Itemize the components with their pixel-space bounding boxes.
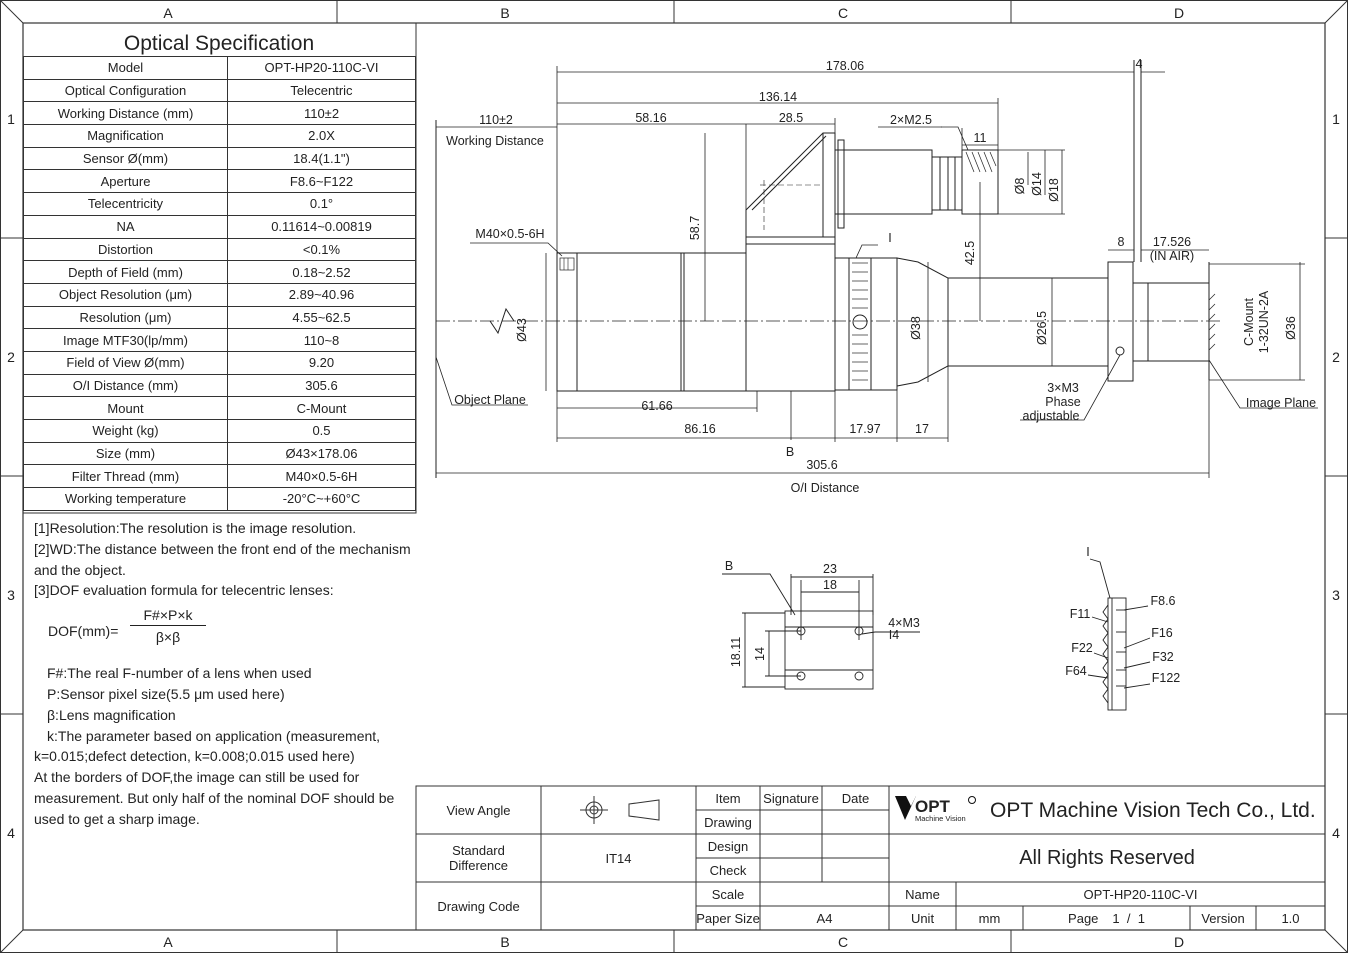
f-stop-f22: F22	[1071, 641, 1093, 655]
zone-row-2-left: 2	[7, 349, 15, 365]
zone-col-d-bottom: D	[1173, 934, 1185, 950]
detail-b-dim-14: 14	[753, 647, 767, 661]
dof-border-2: measurement. But only half of the nominal DOF should be	[34, 789, 395, 806]
def-k-2: k=0.015;defect detection, k=0.008;0.015 used here)	[34, 748, 355, 765]
dim-58-16: 58.16	[635, 111, 667, 125]
spec-value: 110~8	[228, 329, 416, 352]
detail-b-4xm3: 4×M3	[888, 616, 920, 630]
zone-row-1-right: 1	[1332, 111, 1340, 127]
detail-b-dim-18: 18	[823, 578, 837, 592]
tb-drawing-code: Drawing Code	[437, 898, 520, 914]
tb-design: Design	[707, 838, 749, 854]
tb-unit-label: Unit	[910, 910, 935, 926]
spec-label: O/I Distance (mm)	[24, 374, 228, 397]
spec-row	[24, 420, 416, 443]
spec-value: 2.0X	[228, 125, 416, 148]
tb-standard-difference-1: Standard	[452, 843, 505, 858]
dim-oi-distance: O/I Distance	[790, 481, 860, 495]
tb-version-label: Version	[1201, 910, 1245, 926]
f-stop-f11: F11	[1069, 607, 1091, 621]
spec-value: OPT-HP20-110C-VI	[228, 57, 416, 80]
spec-label: Mount	[24, 397, 228, 420]
zone-row-3-right: 3	[1332, 587, 1340, 603]
dim-c-mount: C-Mount	[1242, 298, 1256, 346]
dim-thread-m40: M40×0.5-6H	[475, 227, 545, 241]
lens-side-view	[436, 60, 1220, 478]
def-beta: β:Lens magnification	[47, 706, 176, 723]
dim-in-air: (IN AIR)	[1149, 249, 1195, 263]
opt-logo-subtext: Machine Vision	[915, 814, 966, 823]
spec-value: 2.89~40.96	[228, 283, 416, 306]
zone-col-a-top: A	[163, 5, 173, 21]
spec-label: Resolution (μm)	[24, 306, 228, 329]
label-view-b: B	[785, 445, 795, 459]
tb-standard-difference-2: Difference	[448, 858, 508, 873]
spec-row	[24, 397, 416, 420]
tb-name-value: OPT-HP20-110C-VI	[1083, 886, 1198, 902]
dof-formula	[34, 601, 434, 663]
dim-4: 4	[1135, 57, 1143, 71]
dim-86-16: 86.16	[684, 422, 716, 436]
tb-a4: A4	[816, 910, 833, 926]
detail-b-label: B	[724, 559, 734, 573]
spec-row	[24, 465, 416, 488]
tb-page	[1023, 906, 1190, 930]
spec-row	[24, 306, 416, 329]
note-phase: Phase	[1045, 395, 1081, 409]
dim-phi38: Ø38	[909, 316, 923, 340]
spec-row	[24, 147, 416, 170]
note-adjustable: adjustable	[1022, 409, 1080, 423]
label-object-plane: Object Plane	[454, 393, 526, 407]
spec-row	[24, 283, 416, 306]
dim-136-14: 136.14	[758, 90, 798, 104]
detail-b-i4: I4	[888, 628, 900, 642]
spec-value: C-Mount	[228, 397, 416, 420]
dim-8: 8	[1117, 235, 1125, 249]
dof-border-3: used to get a sharp image.	[34, 810, 200, 827]
detail-b-dim-23: 23	[823, 562, 837, 576]
tb-check: Check	[709, 862, 747, 878]
zone-row-4-left: 4	[7, 825, 15, 841]
dim-305-6: 305.6	[806, 458, 838, 472]
spec-label: Sensor Ø(mm)	[24, 147, 228, 170]
tb-all-rights: All Rights Reserved	[1019, 846, 1195, 869]
label-image-plane: Image Plane	[1245, 396, 1317, 410]
tb-item: Item	[715, 790, 741, 806]
dim-phi18: Ø18	[1047, 178, 1061, 202]
zone-col-b-top: B	[500, 5, 510, 21]
spec-label: Optical Configuration	[24, 79, 228, 102]
f-stop-f32: F32	[1152, 650, 1174, 664]
spec-label: Weight (kg)	[24, 420, 228, 443]
spec-row	[24, 442, 416, 465]
spec-row	[24, 170, 416, 193]
spec-row	[24, 351, 416, 374]
spec-value: 110±2	[228, 102, 416, 125]
dim-28-5: 28.5	[778, 111, 804, 125]
spec-label: Object Resolution (μm)	[24, 283, 228, 306]
detail-i-aperture-ring	[1088, 559, 1150, 710]
tb-page-value: 1 / 1	[1112, 910, 1145, 926]
formula-fraction-bar	[130, 625, 206, 626]
spec-value: 4.55~62.5	[228, 306, 416, 329]
spec-value: 0.1°	[228, 193, 416, 216]
dim-phi14: Ø14	[1030, 172, 1044, 196]
dim-58-7: 58.7	[688, 215, 702, 241]
zone-row-4-right: 4	[1332, 825, 1340, 841]
spec-value: 305.6	[228, 374, 416, 397]
tb-view-angle: View Angle	[446, 802, 511, 818]
spec-row	[24, 261, 416, 284]
spec-label: Image MTF30(lp/mm)	[24, 329, 228, 352]
spec-label: Aperture	[24, 170, 228, 193]
tb-page-label: Page	[1068, 910, 1099, 926]
tb-signature: Signature	[763, 790, 819, 806]
f-stop-f8-6: F8.6	[1150, 594, 1176, 608]
note-wd-1: [2]WD:The distance between the front end of the mechanism	[34, 540, 411, 557]
spec-label: Distortion	[24, 238, 228, 261]
zone-col-a-bottom: A	[163, 934, 173, 950]
f-stop-f16: F16	[1151, 626, 1173, 640]
spec-value: 0.11614~0.00819	[228, 215, 416, 238]
spec-value: <0.1%	[228, 238, 416, 261]
opt-logo-text: OPT	[915, 797, 950, 816]
spec-label: Filter Thread (mm)	[24, 465, 228, 488]
detail-i-label: I	[1086, 545, 1090, 559]
spec-label: Working Distance (mm)	[24, 102, 228, 125]
zone-col-b-bottom: B	[500, 934, 510, 950]
dim-1-32un: 1-32UN-2A	[1257, 290, 1271, 354]
notes	[34, 518, 434, 830]
spec-row	[24, 193, 416, 216]
spec-row	[24, 329, 416, 352]
zone-col-c-top: C	[837, 5, 849, 21]
tb-company-name: OPT Machine Vision Tech Co., Ltd.	[990, 798, 1316, 822]
dim-17: 17	[915, 422, 929, 436]
spec-row	[24, 374, 416, 397]
dim-phi43: Ø43	[515, 318, 529, 342]
def-k-1: k:The parameter based on application (measurement,	[47, 727, 381, 744]
formula-left: DOF(mm)=	[48, 623, 119, 640]
label-detail-i: I	[888, 231, 892, 245]
zone-col-c-bottom: C	[837, 934, 849, 950]
formula-numerator: F#×P×k	[143, 607, 193, 624]
dim-17-97: 17.97	[849, 422, 881, 436]
note-wd-2: and the object.	[34, 561, 126, 578]
note-3xm3: 3×M3	[1047, 381, 1079, 395]
spec-value: F8.6~F122	[228, 170, 416, 193]
spec-row	[24, 488, 416, 511]
dim-11: 11	[973, 131, 987, 145]
dim-phi26-5: Ø26.5	[1035, 310, 1049, 346]
tb-unit-value: mm	[978, 910, 1001, 926]
spec-label: Model	[24, 57, 228, 80]
opt-logo	[895, 796, 976, 823]
tb-name-label: Name	[905, 886, 940, 902]
dim-2xm2-5: 2×M2.5	[889, 113, 933, 127]
spec-label: Size (mm)	[24, 442, 228, 465]
tb-drawing: Drawing	[704, 814, 752, 830]
spec-row	[24, 57, 416, 80]
tb-standard-difference	[416, 834, 541, 882]
formula-denominator: β×β	[155, 629, 181, 646]
note-dof: [3]DOF evaluation formula for telecentric lenses:	[34, 582, 334, 599]
dim-17-526: 17.526	[1152, 235, 1192, 249]
f-stop-f122: F122	[1151, 671, 1181, 685]
tb-scale: Scale	[711, 886, 745, 902]
f-stop-f64: F64	[1065, 664, 1087, 678]
tb-paper-size: Paper Size	[696, 910, 760, 926]
spec-value: 9.20	[228, 351, 416, 374]
spec-label: Magnification	[24, 125, 228, 148]
zone-row-1-left: 1	[7, 111, 15, 127]
spec-row	[24, 215, 416, 238]
spec-label: Depth of Field (mm)	[24, 261, 228, 284]
spec-row	[24, 238, 416, 261]
spec-value: -20°C~+60°C	[228, 488, 416, 511]
dim-phi8: Ø8	[1013, 177, 1027, 195]
zone-row-2-right: 2	[1332, 349, 1340, 365]
spec-title: Optical Specification	[123, 32, 315, 55]
spec-label: Working temperature	[24, 488, 228, 511]
spec-table	[23, 56, 416, 511]
dimension-lines	[436, 66, 1318, 478]
spec-label: NA	[24, 215, 228, 238]
tb-date: Date	[841, 790, 870, 806]
zone-col-d-top: D	[1173, 5, 1185, 21]
note-resolution: [1]Resolution:The resolution is the image resolution.	[34, 520, 357, 536]
zone-row-3-left: 3	[7, 587, 15, 603]
spec-value: Telecentric	[228, 79, 416, 102]
dim-phi36: Ø36	[1284, 316, 1298, 340]
def-fnumber: F#:The real F-number of a lens when used	[47, 665, 312, 682]
dim-61-66: 61.66	[641, 399, 673, 413]
dim-178-06: 178.06	[825, 59, 865, 73]
tb-version-value: 1.0	[1281, 910, 1300, 926]
spec-label: Field of View Ø(mm)	[24, 351, 228, 374]
spec-value: 0.5	[228, 420, 416, 443]
dim-working-distance-value: 110±2	[479, 113, 513, 127]
spec-value: Ø43×178.06	[228, 442, 416, 465]
detail-b-dim-18-11: 18.11	[729, 636, 743, 668]
spec-value: 0.18~2.52	[228, 261, 416, 284]
spec-row	[24, 102, 416, 125]
spec-row	[24, 79, 416, 102]
spec-row	[24, 125, 416, 148]
spec-label: Telecentricity	[24, 193, 228, 216]
tb-it14: IT14	[605, 850, 632, 866]
dof-border-1: At the borders of DOF,the image can still be used for	[34, 769, 360, 786]
dim-42-5: 42.5	[963, 240, 977, 266]
spec-value: M40×0.5-6H	[228, 465, 416, 488]
spec-value: 18.4(1.1")	[228, 147, 416, 170]
dim-working-distance-label: Working Distance	[446, 134, 544, 148]
def-pixel: P:Sensor pixel size(5.5 μm used here)	[47, 685, 285, 702]
